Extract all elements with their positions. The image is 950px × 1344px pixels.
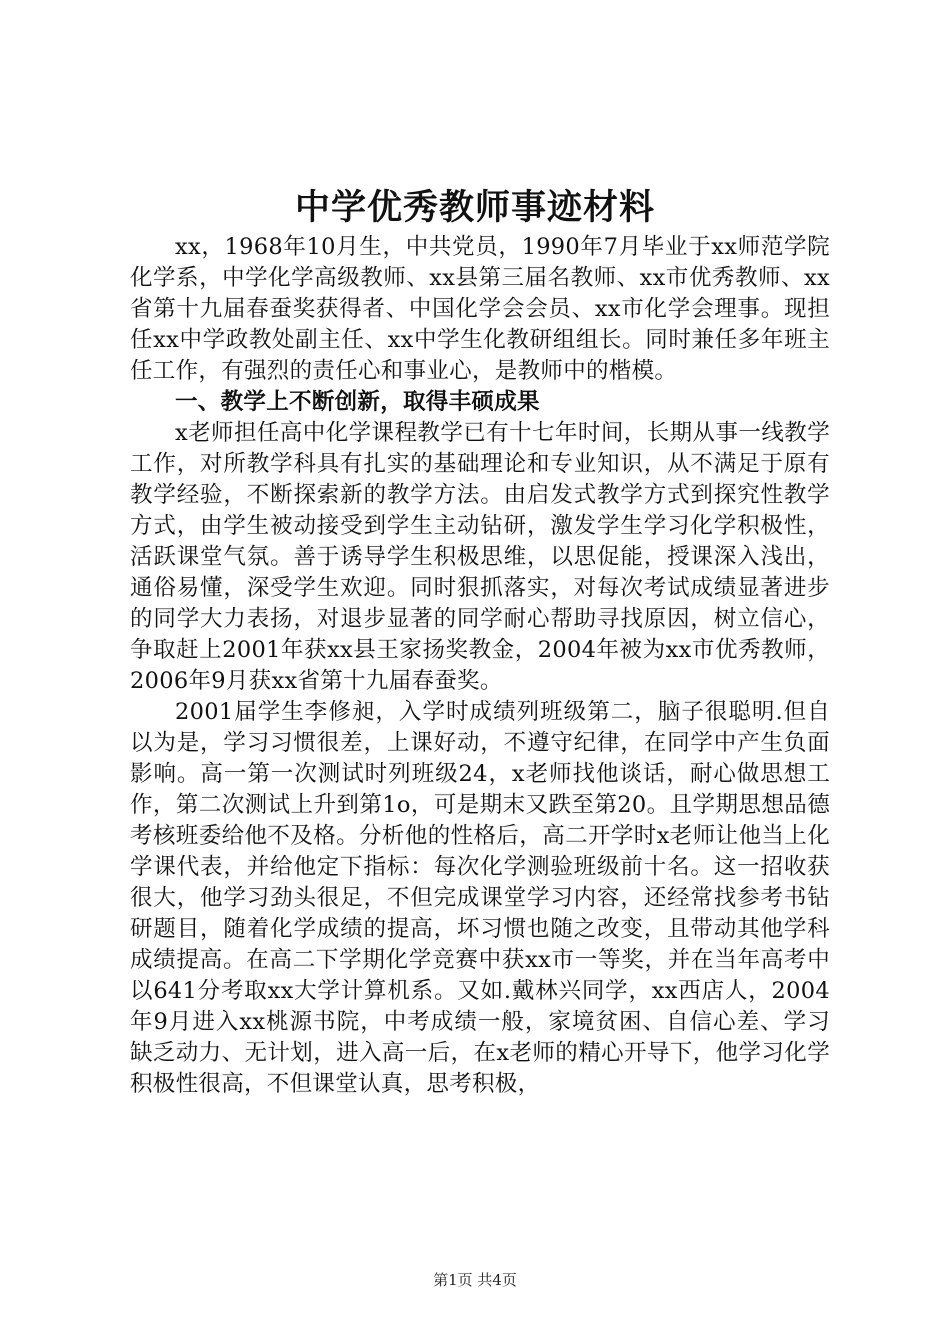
section-heading: 一、教学上不断创新，取得丰硕成果: [175, 389, 540, 415]
paragraph-intro: xx，1968年10月生，中共党员，1990年7月毕业于xx师范学院化学系，中学化学高级教师、xx县第三届名教师、xx市优秀教师、xx省第十九届春蚕奖获得者、中国化学会会员、xx市化学会理事。现担任xx中学政教处副主任、xx中学生化教研组组长。同时兼任多年班主任工作，有强烈的责任心和事业心，是教师中的楷模。: [130, 234, 830, 384]
document-title: 中学优秀教师事迹材料: [294, 188, 655, 228]
page-footer: 第1页 共4页: [433, 1271, 517, 1289]
paragraph-student-example: 2001届学生李修昶，入学时成绩列班级第二，脑子很聪明.但自以为是，学习习惯很差，上课好动，不遵守纪律，在同学中产生负面影响。高一第一次测试时列班级24，x老师找他谈话，耐心做思想工作，第二次测试上升到第1o，可是期末又跌至第20。且学期思想品德考核班委给他不及格。分析他的性格后，高二开学时x老师让他当上化学课代表，并给他定下指标：每次化学测验班级前十名。这一招收获很大，他学习劲头很足，不但完成课堂学习内容，还经常找参考书钻研题目，随着化学成绩的提高，坏习惯也随之改变，且带动其他学科成绩提高。在高二下学期化学竞赛中获xx市一等奖，并在当年高考中以641分考取xx大学计算机系。又如.戴林兴同学，xx西店人，2004年9月进入xx桃源书院，中考成绩一般，家境贫困、自信心差、学习缺乏动力、无计划，进入高一后，在x老师的精心开导下，他学习化学积极性很高，不但课堂认真，思考积极，: [130, 699, 830, 1097]
document-body: [130, 232, 830, 1100]
paragraph-teaching: x老师担任高中化学课程教学已有十七年时间，长期从事一线教学工作，对所教学科具有扎实的基础理论和专业知识，从不满足于原有教学经验，不断探索新的教学方法。由启发式教学方式到探究性教学方式，由学生被动接受到学生主动钻研，激发学生学习化学积极性，活跃课堂气氛。善于诱导学生积极思维，以思促能，授课深入浅出，通俗易懂，深受学生欢迎。同时狠抓落实，对每次考试成绩显著进步的同学大力表扬，对退步显著的同学耐心帮助寻找原因，树立信心，争取赶上2001年获xx县王家扬奖教金，2004年被为xx市优秀教师，2006年9月获xx省第十九届春蚕奖。: [130, 420, 830, 694]
